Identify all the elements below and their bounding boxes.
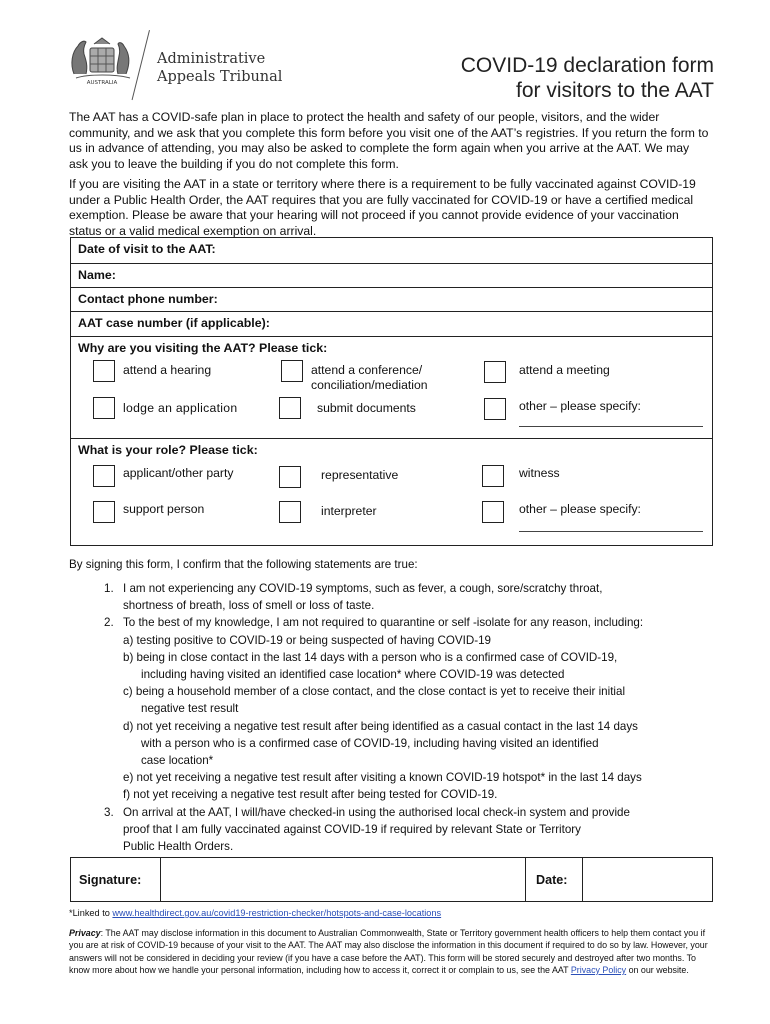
interpreter-checkbox[interactable] [279, 501, 301, 523]
witness-label: witness [519, 466, 560, 480]
interpreter-label: interpreter [321, 504, 377, 518]
representative-label: representative [321, 468, 399, 482]
reason-other-specify-line[interactable] [519, 426, 703, 427]
attend-meeting-label: attend a meeting [519, 363, 610, 377]
healthdirect-link[interactable]: www.healthdirect.gov.au/covid19-restriction-checker/hotspots-and-case-locations [112, 908, 442, 918]
date-label-cell: Date: [526, 858, 583, 901]
coat-of-arms-logo [64, 34, 142, 86]
role-section [71, 439, 712, 545]
footnote: *Linked to www.healthdirect.gov.au/covid19-restriction-checker/hotspots-and-case-locations [69, 908, 442, 918]
attend-hearing-checkbox[interactable] [93, 360, 115, 382]
role-other-checkbox[interactable] [482, 501, 504, 523]
organisation-name: Administrative Appeals Tribunal [157, 51, 283, 85]
declaration-list [104, 580, 714, 855]
privacy-notice: Privacy: The AAT may disclose information in this document to Australian Commonwealth, State or Territory government health officers to help them contact you if you are at risk of COVID-19 because of your visit to the AAT. The AAT may also disclose the information in this document if required to do so by law. However, your answers will not be considered in deciding your review (if you have a case before the AAT). This form will be stored securely and destroyed after two months. To know more about how we handle your personal information, including how to access it, correct it or complain to us, see the AAT Privacy Policy on our website. [69, 928, 708, 975]
reason-other-label: other – please specify: [519, 399, 641, 413]
attend-conference-checkbox[interactable] [281, 360, 303, 382]
declaration-intro: By signing this form, I confirm that the following statements are true: [69, 558, 418, 571]
attend-hearing-label: attend a hearing [123, 363, 212, 377]
declaration-item-2c: c) being a household member of a close contact, and the close contact is yet to receive their initial negative test result [123, 685, 626, 716]
lodge-application-checkbox[interactable] [93, 397, 115, 419]
svg-text:AUSTRALIA: AUSTRALIA [86, 80, 118, 86]
intro-paragraph-1: The AAT has a COVID-safe plan in place to protect the health and safety of our people, visitors, and the wider community, and we ask that you complete this form before you visit one of the AAT’s registries. If you return the form to us in advance of attending, you may also be asked to complete the form again when you arrive at the AAT. We may ask you to leave the building if you do not complete this form. [69, 110, 709, 171]
declaration-item-1: 1. I am not experiencing any COVID-19 symptoms, such as fever, a cough, sore/scratchy throat, shortness of breath, loss of smell or loss of taste. [104, 582, 603, 613]
submit-documents-label: submit documents [317, 401, 416, 415]
applicant-checkbox[interactable] [93, 465, 115, 487]
date-field[interactable] [583, 858, 712, 901]
support-person-label: support person [123, 502, 205, 516]
witness-checkbox[interactable] [482, 465, 504, 487]
declaration-item-2f: f) not yet receiving a negative test result after being tested for COVID-19. [123, 788, 498, 802]
role-other-specify-line[interactable] [519, 531, 703, 532]
privacy-policy-link[interactable]: Privacy Policy [570, 964, 627, 975]
signature-row [70, 857, 713, 902]
contact-phone-field[interactable]: Contact phone number: [71, 288, 712, 312]
visit-reason-section [71, 337, 712, 439]
declaration-item-2b: b) being in close contact in the last 14 days with a person who is a confirmed case of COVID-19, including having visited an identified case location* where COVID-19 was detected [123, 650, 618, 682]
signature-label-cell: Signature: [71, 858, 161, 901]
visitor-details-form [70, 237, 713, 546]
intro-paragraph-2: If you are visiting the AAT in a state or territory where there is a requirement to be fully vaccinated against COVID-19 under a Public Health Order, the AAT requires that you are fully vaccinated for COVID-19 or have a certified medical exemption. Please be aware that your hearing will not proceed if you cannot provide evidence of your vaccination status or a valid medical exemption on arrival. [69, 177, 696, 238]
attend-conference-label: attend a conference/ conciliation/mediation [311, 363, 428, 392]
role-title: What is your role? Please tick: [78, 443, 258, 457]
declaration-item-2e: e) not yet receiving a negative test result after visiting a known COVID-19 hotspot* in the last 14 days [123, 771, 642, 785]
date-of-visit-field[interactable]: Date of visit to the AAT: [71, 238, 712, 264]
support-person-checkbox[interactable] [93, 501, 115, 523]
name-field[interactable]: Name: [71, 264, 712, 288]
form-title: COVID-19 declaration form for visitors to the AAT [460, 54, 714, 102]
applicant-label: applicant/other party [123, 466, 234, 480]
role-other-label: other – please specify: [519, 502, 641, 516]
submit-documents-checkbox[interactable] [279, 397, 301, 419]
page-header [64, 30, 714, 110]
declaration-item-3: 3. On arrival at the AAT, I will/have checked-in using the authorised local check-in system and provide proof that I am fully vaccinated against COVID-19 if required by relevant State or Territory Public Health Orders. [104, 805, 630, 854]
declaration-item-2d: d) not yet receiving a negative test result after being identified as a casual contact in the last 14 days with a person who is a confirmed case of COVID-19, including having visited an identified case location* [123, 719, 638, 768]
attend-meeting-checkbox[interactable] [484, 361, 506, 383]
declaration-item-2: 2. To the best of my knowledge, I am not required to quarantine or self -isolate for any reason, including: [104, 616, 644, 630]
case-number-field[interactable]: AAT case number (if applicable): [71, 312, 712, 337]
lodge-application-label: lodge an application [123, 401, 238, 415]
signature-field[interactable] [161, 858, 526, 901]
reason-other-checkbox[interactable] [484, 398, 506, 420]
declaration-item-2a: a) testing positive to COVID-19 or being suspected of having COVID-19 [123, 633, 491, 647]
representative-checkbox[interactable] [279, 466, 301, 488]
visit-reason-title: Why are you visiting the AAT? Please tick: [78, 341, 328, 355]
